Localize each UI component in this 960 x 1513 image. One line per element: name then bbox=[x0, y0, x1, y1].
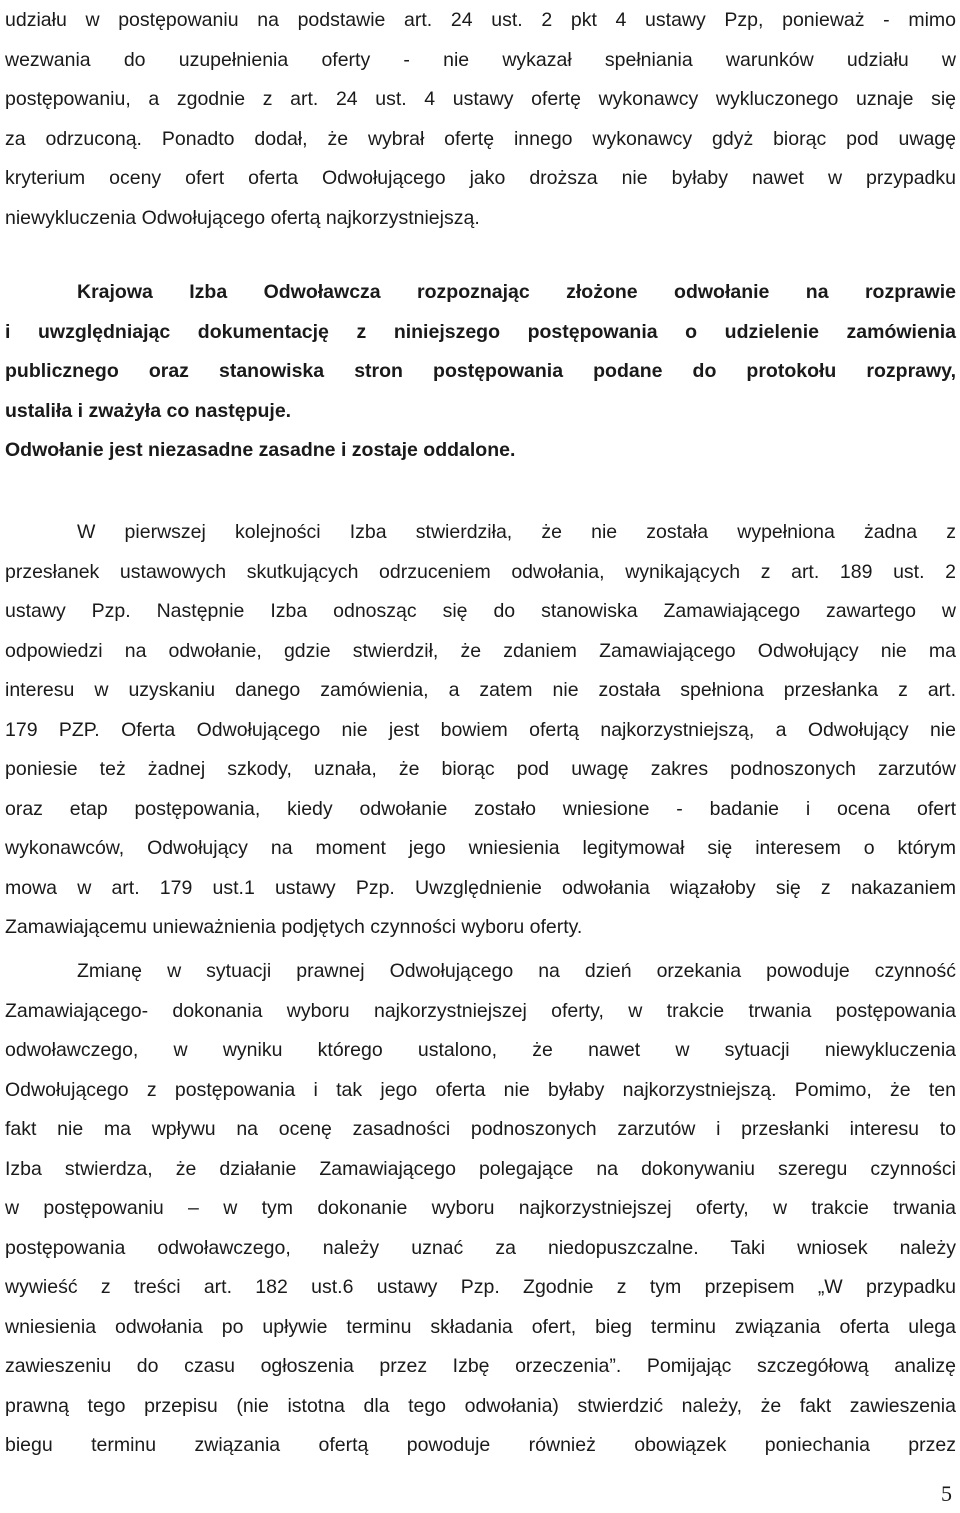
text-line: w postępowaniu – w tym dokonanie wyboru najkorzystniejszej oferty, w trakcie trwania bbox=[5, 1197, 956, 1219]
text-line: ustawy Pzp. Następnie Izba odnosząc się do stanowiska Zamawiającego zawartego w bbox=[5, 600, 956, 622]
paragraph-4 bbox=[5, 952, 956, 1466]
text-line: Krajowa Izba Odwoławcza rozpoznając złożone odwołanie na rozprawie bbox=[77, 281, 956, 303]
text-line: wezwania do uzupełnienia oferty - nie wykazał spełniania warunków udziału w bbox=[5, 48, 956, 71]
paragraph-1 bbox=[5, 1, 956, 238]
text-line: wykonawców, Odwołujący na moment jego wniesienia legitymował się interesem o którym bbox=[5, 837, 956, 859]
text-line: biegu terminu związania ofertą powoduje również obowiązek poniechania przez bbox=[5, 1434, 956, 1456]
text-line: postępowaniu, a zgodnie z art. 24 ust. 4 ustawy ofertę wykonawcy wykluczonego uznaje się bbox=[5, 88, 956, 110]
text-line: 179 PZP. Oferta Odwołującego nie jest bowiem ofertą najkorzystniejszą, a Odwołujący nie bbox=[5, 718, 956, 741]
text-line: postępowania odwoławczego, należy uznać za niedopuszczalne. Taki wniosek należy bbox=[5, 1236, 956, 1259]
text-line: interesu w uzyskaniu danego zamówienia, a zatem nie została spełniona przesłanka z art. bbox=[5, 679, 956, 701]
text-line: Zmianę w sytuacji prawnej Odwołującego na dzień orzekania powoduje czynność bbox=[77, 960, 956, 982]
text-line: odwoławczego, w wyniku którego ustalono, że nawet w sytuacji niewykluczenia bbox=[5, 1039, 956, 1061]
text-line: wniesienia odwołania po upływie terminu składania ofert, bieg terminu związania oferta ulega bbox=[5, 1315, 956, 1338]
page-number: 5 bbox=[941, 1481, 952, 1506]
text-line: fakt nie ma wpływu na ocenę zasadności podnoszonych zarzutów i przesłanki interesu to bbox=[5, 1118, 956, 1140]
paragraph-2-findings bbox=[5, 273, 956, 471]
text-line: poniesie też żadnej szkody, uznała, że biorąc pod uwagę zakres podnoszonych zarzutów bbox=[5, 758, 956, 780]
text-line: oraz etap postępowania, kiedy odwołanie zostało wniesione - badanie i ocena ofert bbox=[5, 797, 956, 820]
text-line: ustaliła i zważyła co następuje. bbox=[5, 399, 292, 422]
text-line: Zamawiającego- dokonania wyboru najkorzystniejszej oferty, w trakcie trwania postępowania bbox=[5, 999, 956, 1022]
text-line: za odrzuconą. Ponadto dodał, że wybrał ofertę innego wykonawcy gdyż biorąc pod uwagę bbox=[5, 127, 956, 150]
text-line: publicznego oraz stanowiska stron postępowania podane do protokołu rozprawy, bbox=[5, 360, 956, 382]
text-line: i uwzględniając dokumentację z niniejszego postępowania o udzielenie zamówienia bbox=[5, 320, 956, 343]
text-line: odpowiedzi na odwołanie, gdzie stwierdził, że zdaniem Zamawiającego Odwołujący nie ma bbox=[5, 639, 956, 662]
text-line: przesłanek ustawowych skutkujących odrzuceniem odwołania, wynikających z art. 189 ust. 2 bbox=[5, 560, 956, 583]
text-line: niewykluczenia Odwołującego ofertą najkorzystniejszą. bbox=[5, 206, 480, 229]
text-line: Odwołującego z postępowania i tak jego oferta nie byłaby najkorzystniejszą. Pomimo, że ten bbox=[5, 1078, 956, 1101]
paragraph-3 bbox=[5, 513, 956, 948]
text-line: kryterium oceny ofert oferta Odwołującego jako droższa nie byłaby nawet w przypadku bbox=[5, 167, 956, 189]
text-line: W pierwszej kolejności Izba stwierdziła, że nie została wypełniona żadna z bbox=[77, 521, 956, 543]
ruling-line: Odwołanie jest niezasadne zasadne i zostaje oddalone. bbox=[5, 439, 516, 461]
text-line: Izba stwierdza, że działanie Zamawiającego polegające na dokonywaniu szeregu czynności bbox=[5, 1157, 956, 1180]
text-line: udziału w postępowaniu na podstawie art. 24 ust. 2 pkt 4 ustawy Pzp, ponieważ - mimo bbox=[5, 9, 956, 31]
text-line: zawieszeniu do czasu ogłoszenia przez Izbę orzeczenia”. Pomijając szczegółową analizę bbox=[5, 1355, 956, 1377]
text-line: wywieść z treści art. 182 ust.6 ustawy Pzp. Zgodnie z tym przepisem „W przypadku bbox=[5, 1276, 956, 1298]
text-line: mowa w art. 179 ust.1 ustawy Pzp. Uwzględnienie odwołania wiązałoby się z nakazaniem bbox=[5, 876, 956, 899]
text-line: Zamawiającemu unieważnienia podjętych czynności wyboru oferty. bbox=[5, 916, 583, 938]
text-line: prawną tego przepisu (nie istotna dla tego odwołania) stwierdzić należy, że fakt zawieszenia bbox=[5, 1394, 956, 1417]
